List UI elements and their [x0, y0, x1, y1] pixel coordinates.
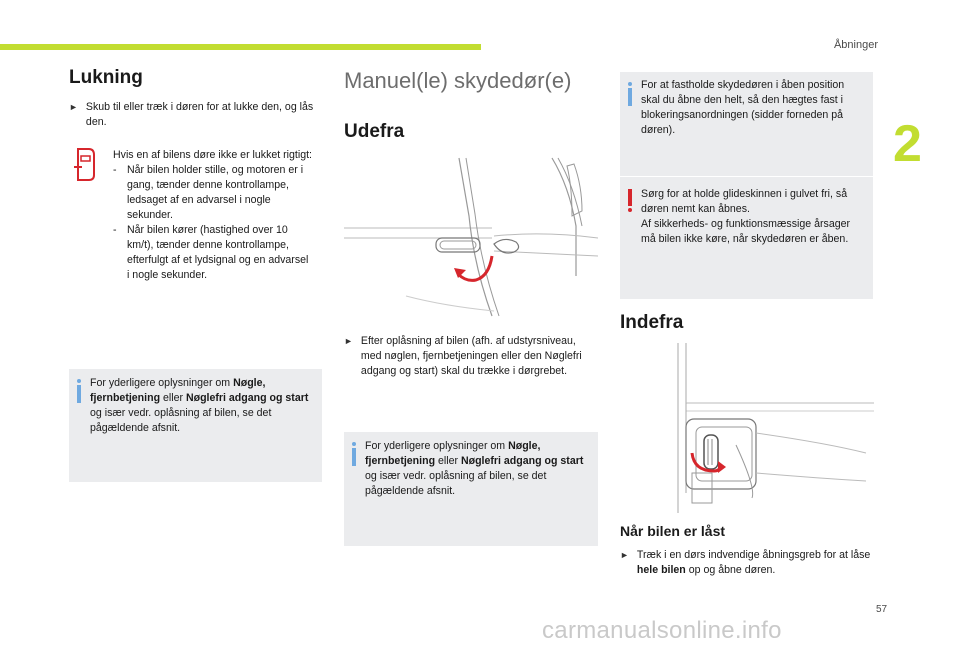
chapter-number: 2: [893, 115, 922, 173]
header-accent-bar: [0, 44, 481, 50]
lukning-warning-item: - Når bilen holder stille, og motoren er i gang, tænder denne kontrollampe, ledsaget af en advarsel i nogle sekunder.: [113, 164, 304, 221]
manuel-title: Manuel(le) skydedør(e): [344, 68, 572, 93]
right-warning-text: Sørg for at holde glideskinnen i gulvet fri, så døren nemt kan åbnes. Af sikkerheds- og funktionsmæssige årsager må bilen ikke køre, når skydedøren er åben.: [641, 188, 851, 245]
warning-icon: [628, 189, 632, 212]
lukning-info-text: For yderligere oplysninger om Nøgle, fjernbetjening eller Nøglefri adgang og start og især vedr. oplåsning af bilen, se det pågældende afsnit.: [90, 377, 309, 434]
info-icon: [77, 379, 81, 403]
section-label: Åbninger: [833, 39, 878, 51]
lukning-warning-item: - Når bilen kører (hastighed over 10 km/t), tænder denne kontrollampe, efterfulgt af et lydsignal og en advarsel i nogle sekunder.: [113, 224, 309, 281]
interior-handle-illustration: [656, 343, 874, 513]
lukning-info-box: [69, 369, 322, 482]
lukning-warning-intro: Hvis en af bilens døre ikke er lukket rigtigt:: [113, 149, 313, 161]
door-open-warning-icon: [73, 147, 97, 183]
box-divider: [620, 176, 873, 177]
info-icon: [352, 442, 356, 466]
arrow-bullet-icon: ►: [620, 550, 629, 560]
locked-bullet-text: Træk i en dørs indvendige åbningsgreb for at låse hele bilen op og åbne døren.: [636, 549, 871, 576]
lukning-title: Lukning: [69, 67, 143, 88]
arrow-bullet-icon: ►: [69, 102, 78, 112]
page-number: 57: [876, 604, 888, 615]
udefra-info-box: [344, 432, 598, 546]
info-icon: [628, 82, 632, 106]
lukning-bullet: [69, 100, 321, 130]
udefra-info-text: For yderligere oplysninger om Nøgle, fjernbetjening eller Nøglefri adgang og start og især vedr. oplåsning af bilen, se det pågældende afsnit.: [365, 440, 584, 497]
right-notes-box: [620, 72, 873, 299]
indefra-title: Indefra: [620, 312, 684, 333]
lukning-bullet-text: Skub til eller træk i døren for at lukke den, og lås den.: [85, 101, 314, 128]
locked-title: Når bilen er låst: [620, 523, 726, 539]
udefra-title: Udefra: [344, 121, 405, 142]
lukning-warning: [113, 148, 313, 283]
locked-bullet: [620, 548, 872, 578]
watermark: carmanualsonline.info: [542, 617, 782, 644]
right-info-text: For at fastholde skydedøren i åben position skal du åbne den helt, så den hægtes fast i blokeringsanordningen (sidder forneden på døren).: [641, 79, 845, 136]
arrow-bullet-icon: ►: [344, 336, 353, 346]
udefra-bullet-text: Efter oplåsning af bilen (afh. af udstyrsniveau, med nøglen, fjernbetjeningen eller den Nøglefri adgang og start) skal du trække i dørgrebet.: [360, 335, 582, 377]
exterior-handle-illustration: [344, 156, 598, 324]
udefra-bullet: [344, 334, 598, 379]
